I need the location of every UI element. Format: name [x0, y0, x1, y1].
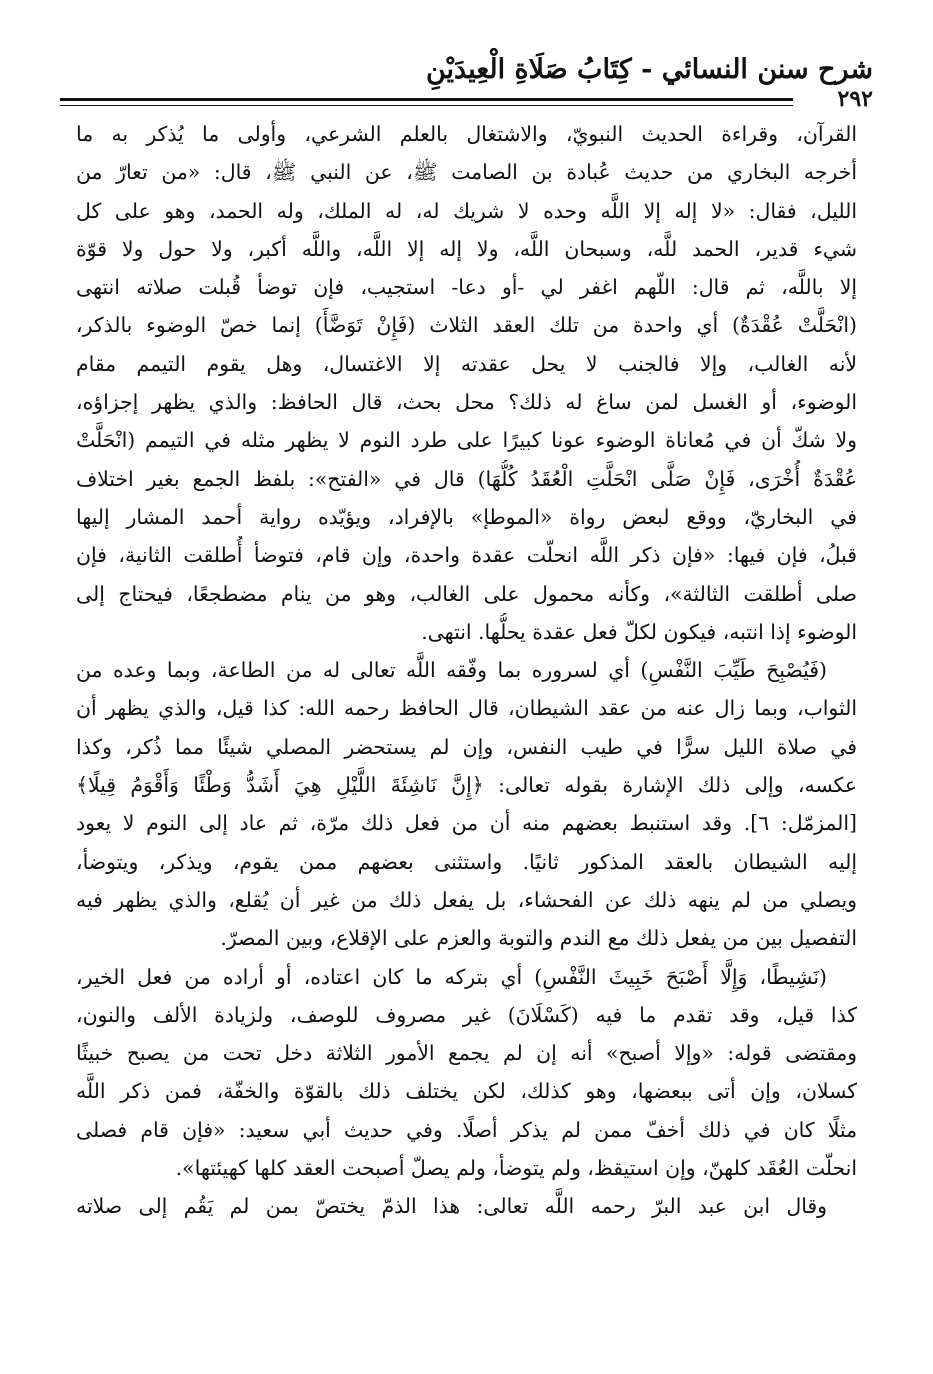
text-line: التفصيل بين من يفعل ذلك مع الندم والتوبة والعزم على الإقلاع، وبين المصرّ. [220, 926, 857, 951]
header-title: شرح سنن النسائي - كِتَابُ صَلَاةِ الْعِيدَيْنِ [425, 54, 873, 85]
text-line: عُقْدَةٌ أُخْرَى، فَإِنْ صَلَّى انْحَلَّتِ الْعُقَدُ كُلُّهَا) قال في «الفتح»: بلفظ الجمع بغير اختلاف [76, 466, 857, 491]
header-rule-thin [60, 105, 793, 106]
text-line: ولا شكّ أن في مُعاناة الوضوء عونا كبيرًا على طرد النوم لا يظهر مثله في التيمم (انْحَلَّتْ [76, 428, 857, 453]
text-line: القرآن، وقراءة الحديث النبويّ، والاشتغال بالعلم الشرعي، وأولى ما يُذكر به ما [76, 122, 857, 146]
text-line: لأنه الغالب، وإلا فالجنب لا يحل عقدته إلا الاغتسال، وهل يقوم التيمم مقام [76, 351, 857, 376]
text-line: إلا باللَّه، ثم قال: اللّهم اغفر لي -أو دعا- استجيب، فإن توضأ قُبلت صلاته انتهى [76, 275, 857, 300]
text-line: ويصلي من لم ينهه ذلك عن الفحشاء، بل يفعل ذلك من غير أن يُقلع، والذي يظهر فيه [76, 887, 857, 912]
text-line: عكسه، وإلى ذلك الإشارة بقوله تعالى: ﴿إِنَّ نَاشِئَةَ اللَّيْلِ هِيَ أَشَدُّ وَطْئًا وَأَقْوَمُ قِيلًا﴾ [76, 773, 857, 798]
text-line: الليل، فقال: «لا إله إلا اللَّه وحده لا شريك له، له الملك، وله الحمد، وهو على كل [76, 198, 857, 223]
text-line: صلى أطلقت الثالثة»، وكأنه محمول على الغالب، وهو من ينام مضطجعًا، فيحتاج إلى [76, 581, 857, 606]
text-line: أخرجه البخاري من حديث عُبادة بن الصامت ﷺ، عن النبي ﷺ، قال: «من تعارّ من [76, 160, 857, 185]
text-line: وقال ابن عبد البرّ رحمه اللَّه تعالى: هذا الذمّ يختصّ بمن لم يَقُم إلى صلاته [76, 1194, 827, 1219]
text-line: (انْحَلَّتْ عُقْدَةٌ) أي واحدة من تلك العقد الثلاث (فَإِنْ تَوَضَّأَ) إنما خصّ الوضوء بالذكر، [76, 313, 857, 338]
text-line: قبلُ، فإن فيها: «فإن ذكر اللَّه انحلّت عقدة واحدة، وإن قام، فتوضأ أُطلقت الثانية، فإن [76, 543, 857, 568]
text-line: في صلاة الليل سرًّا في طيب النفس، وإن لم يستحضر المصلي شيئًا مما ذُكر، وكذا [76, 734, 857, 759]
text-line: [المزمّل: ٦]. وقد استنبط بعضهم منه أن من فعل ذلك مرّة، ثم عاد إلى النوم لا يعود [76, 811, 857, 836]
body-text [76, 115, 857, 1226]
page-number: ٢٩٢ [837, 86, 873, 112]
text-line: مثلًا كان في ذلك أخفّ ممن لم يذكر أصلًا. وفي حديث أبي سعيد: «فإن قام فصلى [76, 1117, 857, 1142]
text-line: كذا قيل، وقد تقدم ما فيه (كَسْلَانَ) غير مصروف للوصف، ولزيادة الألف والنون، [76, 1002, 857, 1027]
text-line: شيء قدير، الحمد للَّه، وسبحان اللَّه، ولا إله إلا اللَّه، واللَّه أكبر، ولا حول ولا قوّة [76, 236, 857, 261]
text-line: في البخاريّ، ووقع لبعض رواة «الموطإ» بالإفراد، ويؤيّده رواية أحمد المشار إليها [76, 504, 857, 529]
text-line: ومقتضى قوله: «وإلا أصبح» أنه إن لم يجمع الأمور الثلاثة دخل تحت من يصبح خبيثًا [76, 1041, 857, 1066]
header-rule-thick [60, 98, 793, 101]
text-line: الثواب، وبما زال عنه من عقد الشيطان، قال الحافظ رحمه الله: كذا قيل، والذي يظهر أن [76, 696, 857, 721]
text-line: الوضوء، أو الغسل لمن ساغ له ذلك؟ محل بحث، قال الحافظ: والذي يظهر إجزاؤه، [76, 390, 857, 415]
text-line: إليه الشيطان بالعقد المذكور ثانيًا. واستثنى بعضهم ممن يقوم، ويذكر، ويتوضأ، [76, 849, 857, 874]
text-line: (فَيُصْبِحَ طَيِّبَ النَّفْسِ) أي لسروره بما وفّقه اللَّه تعالى له من الطاعة، وبما وعده من [76, 658, 827, 683]
text-line: (نَشِيطًا، وَإِلَّا أَصْبَحَ خَبِيثَ النَّفْسِ) أي بتركه ما كان اعتاده، أو أراده من فعل الخير، [76, 964, 827, 989]
text-line: انحلّت العُقَد كلهنّ، وإن استيقظ، ولم يتوضأ، ولم يصلّ أصبحت العقد كلها كهيئتها». [175, 1156, 857, 1181]
text-line: الوضوء إذا انتبه، فيكون لكلّ فعل عقدة يحلُّها. انتهى. [421, 619, 857, 644]
running-header [60, 54, 873, 112]
text-line: كسلان، وإن أتى ببعضها، وهو كذلك، لكن يختلف ذلك بالقوّة والخفّة، فمن ذكر اللَّه [76, 1079, 857, 1104]
